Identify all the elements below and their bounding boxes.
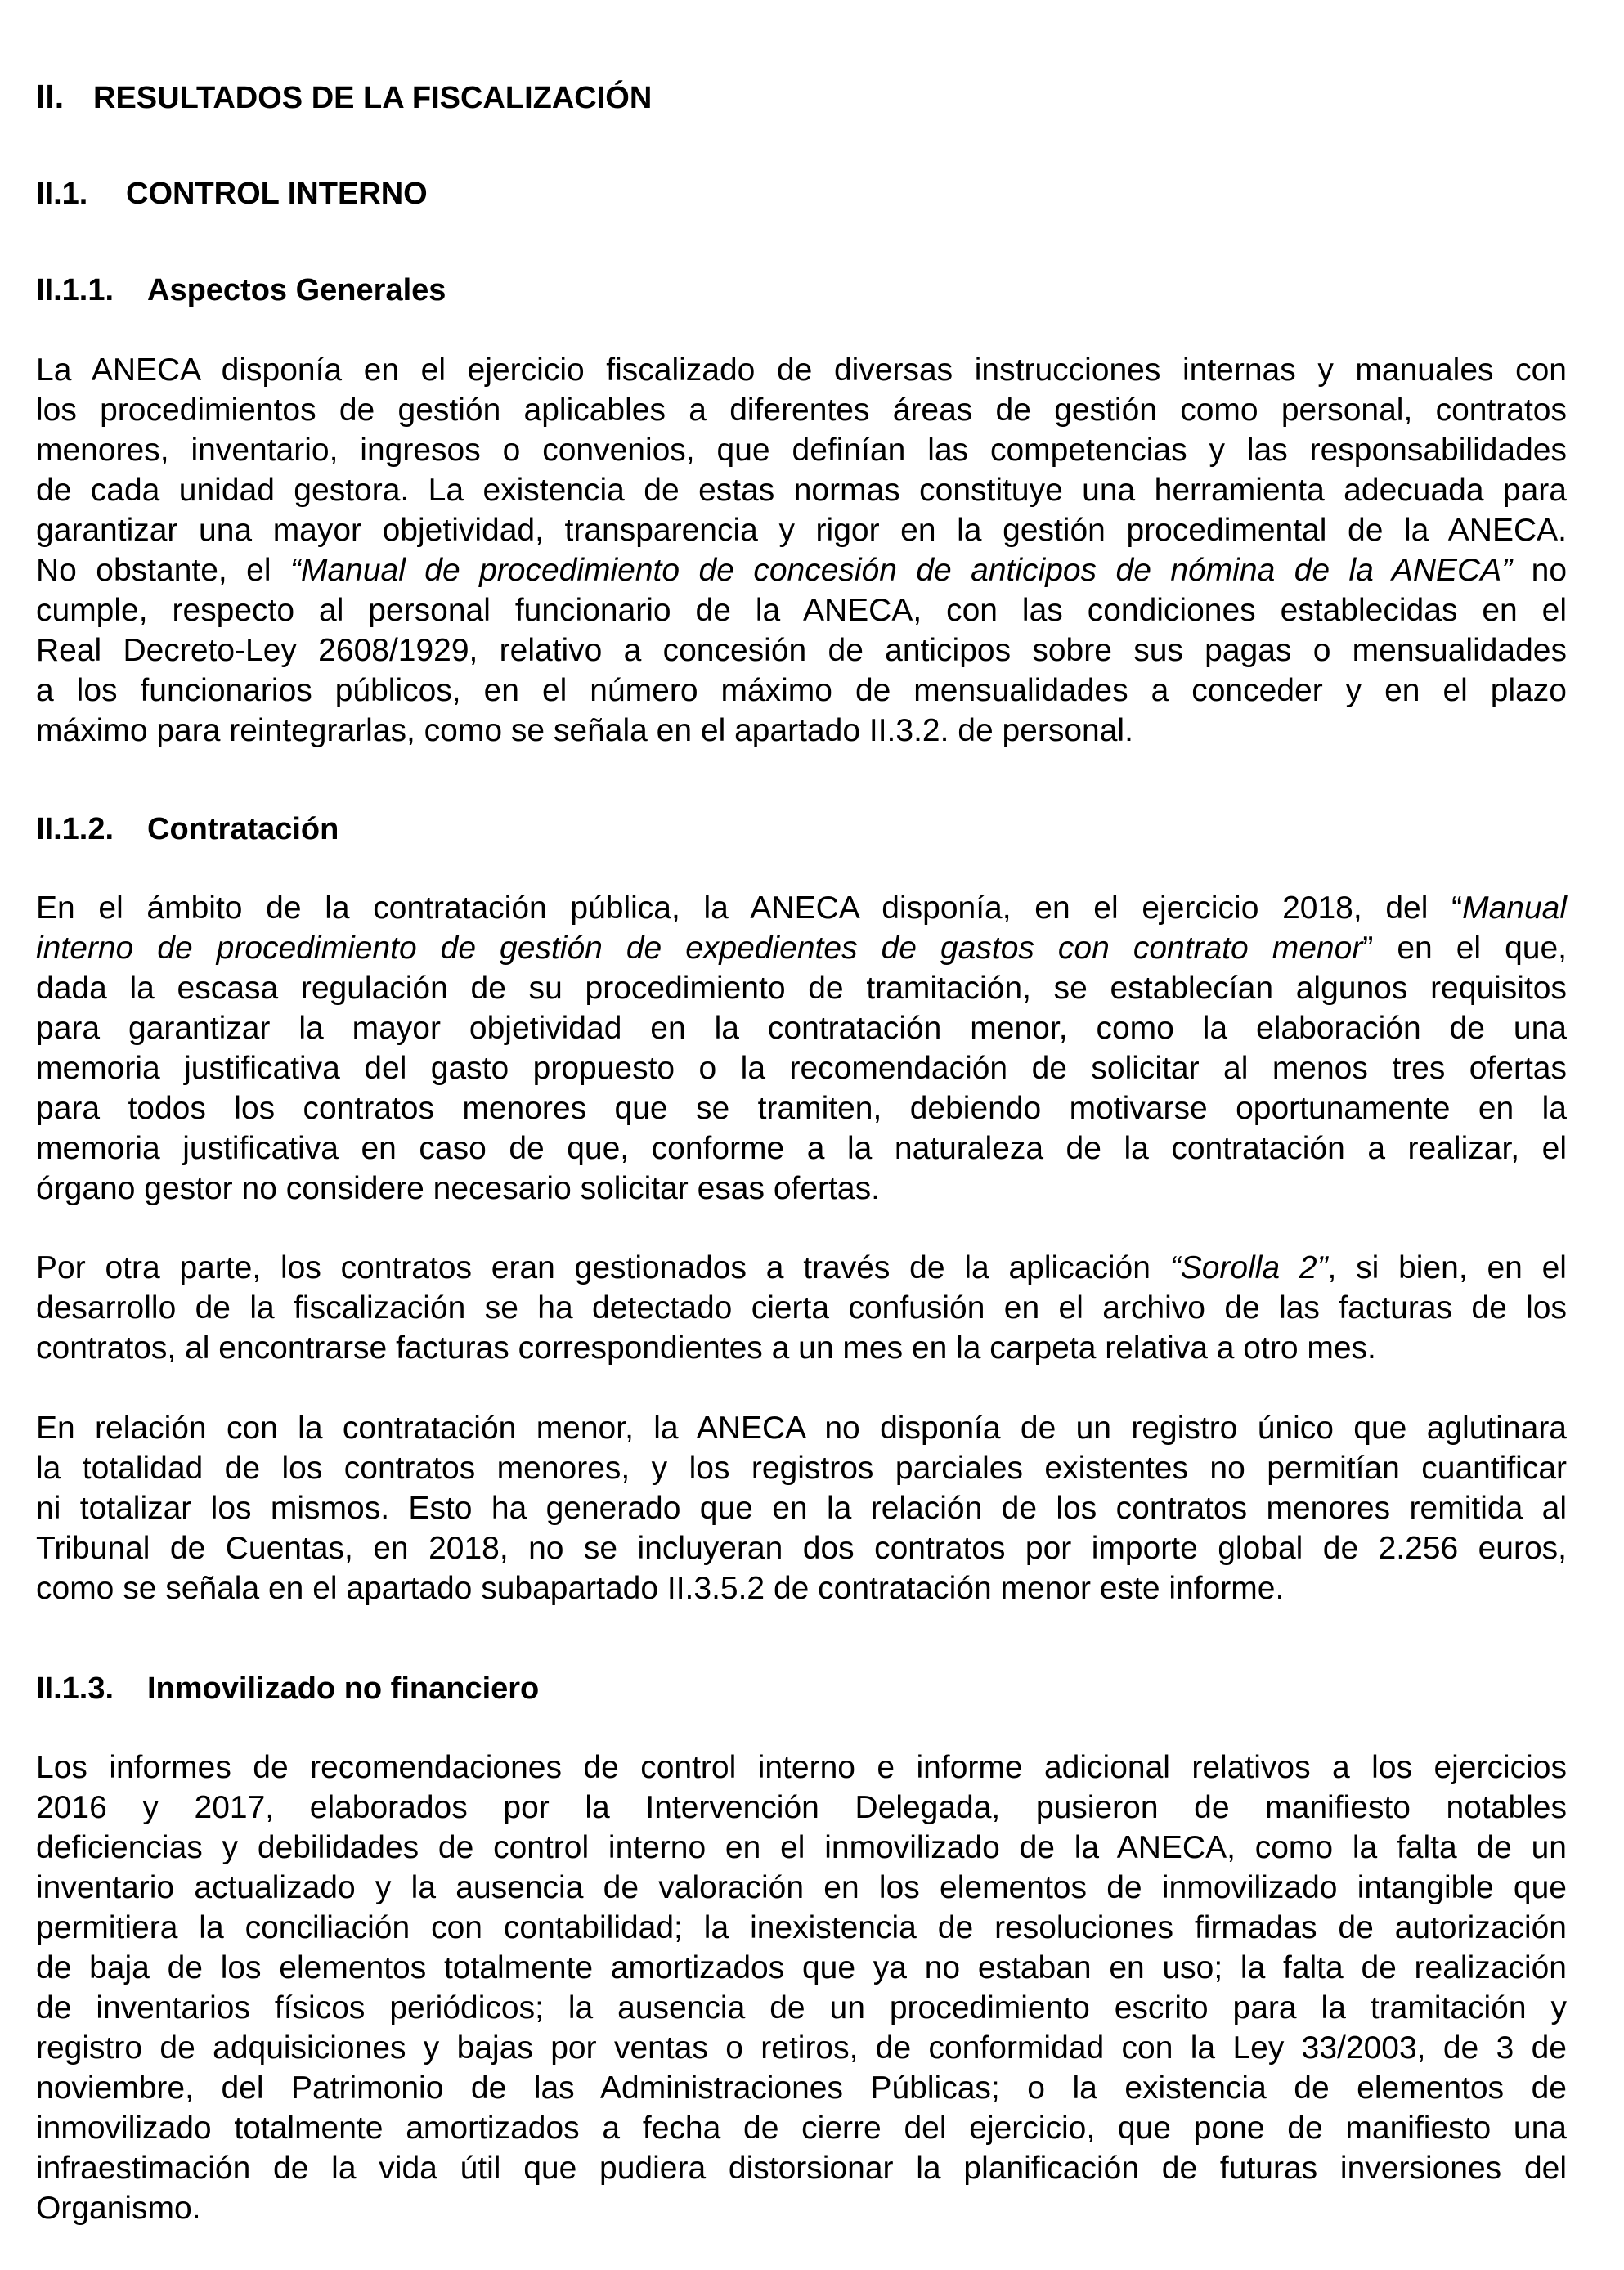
section-heading-2 [36, 176, 428, 212]
text-line: Real Decreto-Ley 2608/1929, relativo a concesión de anticipos sobre sus pagas o mensualidades [36, 633, 1567, 668]
section-title: Inmovilizado no financiero [147, 1671, 540, 1706]
text-run: , si bien, en el [1327, 1250, 1567, 1285]
text-line: infraestimación de la vida útil que pudiera distorsionar la planificación de futuras inversiones del [36, 2151, 1567, 2186]
text-line: Tribunal de Cuentas, en 2018, no se incluyeran dos contratos por importe global de 2.256 euros, [36, 1531, 1567, 1566]
text-line: desarrollo de la fiscalización se ha detectado cierta confusión en el archivo de las facturas de los [36, 1290, 1567, 1326]
section-number: II.1. [36, 177, 88, 211]
text-line: máximo para reintegrarlas, como se señala en el apartado II.3.2. de personal. [36, 713, 1133, 748]
text-line [36, 888, 1567, 928]
text-line [36, 1248, 1567, 1288]
section-title: Contratación [147, 812, 339, 846]
italic-title: interno de procedimiento de gestión de expedientes de gastos con contrato menor [36, 931, 1363, 966]
text-line: Organismo. [36, 2191, 201, 2226]
text-line: permitiera la conciliación con contabilidad; la inexistencia de resoluciones firmadas de autorización [36, 1910, 1567, 1945]
text-line: los procedimientos de gestión aplicables a diferentes áreas de gestión como personal, contratos [36, 393, 1567, 428]
text-line: de cada unidad gestora. La existencia de estas normas constituye una herramienta adecuada para [36, 473, 1567, 508]
text-line: de inventarios físicos periódicos; la ausencia de un procedimiento escrito para la tramitación y [36, 1990, 1567, 2026]
text-run: No obstante, el [36, 553, 290, 588]
text-line: La ANECA disponía en el ejercicio fiscalizado de diversas instrucciones internas y manuales con [36, 352, 1567, 388]
text-line: ni totalizar los mismos. Esto ha generado que en la relación de los contratos menores remitida al [36, 1491, 1567, 1526]
paragraph-inmovilizado [36, 1747, 1567, 2228]
text-line: garantizar una mayor objetividad, transparencia y rigor en la gestión procedimental de la ANECA. [36, 513, 1567, 548]
text-line: Los informes de recomendaciones de control interno e informe adicional relativos a los ejercicios [36, 1750, 1567, 1785]
section-heading-3 [36, 272, 446, 308]
section-heading-3 [36, 811, 339, 847]
text-run: Por otra parte, los contratos eran gestionados a través de la aplicación [36, 1250, 1170, 1285]
text-line: como se señala en el apartado subapartado II.3.5.2 de contratación menor este informe. [36, 1571, 1285, 1606]
section-title: CONTROL INTERNO [126, 177, 428, 211]
text-line: órgano gestor no considere necesario solicitar esas ofertas. [36, 1171, 880, 1206]
text-line: menores, inventario, ingresos o convenios, que definían las competencias y las responsabilidades [36, 433, 1567, 468]
paragraph-contratacion [36, 888, 1567, 1209]
text-line: cumple, respecto al personal funcionario de la ANECA, con las condiciones establecidas en el [36, 593, 1567, 628]
text-line: registro de adquisiciones y bajas por ventas o retiros, de conformidad con la Ley 33/2003, de 3 de [36, 2030, 1567, 2066]
paragraph-sorolla [36, 1248, 1567, 1368]
text-line: para todos los contratos menores que se tramiten, debiendo motivarse oportunamente en la [36, 1091, 1567, 1126]
section-title: RESULTADOS DE LA FISCALIZACIÓN [93, 81, 653, 115]
section-number: II.1.2. [36, 812, 114, 846]
text-line [36, 928, 1567, 968]
section-heading-3 [36, 1671, 539, 1707]
text-line: deficiencias y debilidades de control interno en el inmovilizado de la ANECA, como la falta de un [36, 1830, 1567, 1865]
text-line: de baja de los elementos totalmente amortizados que ya no estaban en uso; la falta de realización [36, 1950, 1567, 1985]
text-line [36, 550, 1567, 590]
text-line: a los funcionarios públicos, en el número máximo de mensualidades a conceder y en el plazo [36, 673, 1567, 708]
text-line: 2016 y 2017, elaborados por la Intervención Delegada, pusieron de manifiesto notables [36, 1790, 1567, 1825]
text-run: ” en el que, [1362, 931, 1568, 966]
section-title: Aspectos Generales [147, 273, 446, 307]
paragraph-contratacion-menor [36, 1408, 1567, 1608]
section-number: II.1.1. [36, 273, 114, 307]
text-run: En el ámbito de la contratación pública, la ANECA disponía, en el ejercicio 2018, del “ [36, 891, 1463, 926]
italic-title: “Manual de procedimiento de concesión de anticipos de nómina de la ANECA” [289, 553, 1513, 588]
italic-title: Manual [1462, 891, 1567, 926]
section-number: II.1.3. [36, 1671, 114, 1706]
text-line: En relación con la contratación menor, la ANECA no disponía de un registro único que aglutinara [36, 1411, 1567, 1446]
text-line: la totalidad de los contratos menores, y los registros parciales existentes no permitían cuantificar [36, 1451, 1567, 1486]
text-line: dada la escasa regulación de su procedimiento de tramitación, se establecían algunos requisitos [36, 971, 1567, 1006]
text-run: no [1512, 553, 1568, 588]
text-line: memoria justificativa en caso de que, conforme a la naturaleza de la contratación a realizar, el [36, 1131, 1567, 1166]
text-line: inventario actualizado y la ausencia de valoración en los elementos de inmovilizado intangible que [36, 1870, 1567, 1905]
paragraph-aspectos-generales [36, 350, 1567, 751]
text-line: para garantizar la mayor objetividad en la contratación menor, como la elaboración de una [36, 1011, 1567, 1046]
text-line: inmovilizado totalmente amortizados a fecha de cierre del ejercicio, que pone de manifiesto una [36, 2111, 1567, 2146]
text-line: noviembre, del Patrimonio de las Administraciones Públicas; o la existencia de elementos de [36, 2070, 1567, 2106]
section-number: II. [36, 78, 65, 115]
text-line: contratos, al encontrarse facturas correspondientes a un mes en la carpeta relativa a otro mes. [36, 1330, 1376, 1366]
text-line: memoria justificativa del gasto propuesto o la recomendación de solicitar al menos tres ofertas [36, 1051, 1567, 1086]
italic-title: “Sorolla 2” [1169, 1250, 1328, 1285]
section-heading-1 [36, 79, 652, 116]
